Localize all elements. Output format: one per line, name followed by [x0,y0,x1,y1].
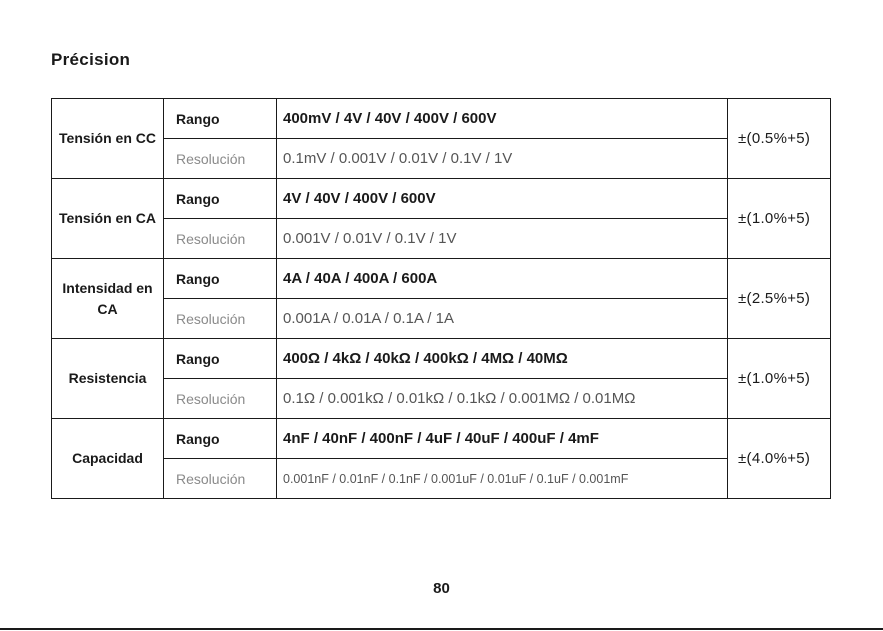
resolution-value: 0.001A / 0.01A / 0.1A / 1A [277,299,728,339]
table-row [52,219,831,259]
category-cell: Tensión en CC [52,99,164,179]
category-cell: Resistencia [52,339,164,419]
table-row [52,379,831,419]
page-number: 80 [433,580,450,597]
table-row [52,259,831,299]
resolution-label: Resolución [164,219,277,259]
page-title: Précision [51,50,131,69]
table-row [52,419,831,459]
range-value: 400mV / 4V / 40V / 400V / 600V [277,99,728,139]
bottom-rule [0,628,883,630]
category-cell: Capacidad [52,419,164,499]
range-label: Rango [164,419,277,459]
range-value: 400Ω / 4kΩ / 40kΩ / 400kΩ / 4MΩ / 40MΩ [277,339,728,379]
range-label: Rango [164,99,277,139]
range-value: 4nF / 40nF / 400nF / 4uF / 40uF / 400uF / 4mF [277,419,728,459]
resolution-value: 0.001V / 0.01V / 0.1V / 1V [277,219,728,259]
accuracy-cell: ±(0.5%+5) [728,99,831,179]
resolution-value: 0.001nF / 0.01nF / 0.1nF / 0.001uF / 0.01uF / 0.1uF / 0.001mF [277,459,728,499]
resolution-label: Resolución [164,299,277,339]
resolution-value: 0.1Ω / 0.001kΩ / 0.01kΩ / 0.1kΩ / 0.001MΩ / 0.01MΩ [277,379,728,419]
accuracy-cell: ±(1.0%+5) [728,179,831,259]
resolution-value: 0.1mV / 0.001V / 0.01V / 0.1V / 1V [277,139,728,179]
range-label: Rango [164,179,277,219]
range-value: 4A / 40A / 400A / 600A [277,259,728,299]
accuracy-cell: ±(4.0%+5) [728,419,831,499]
table-row [52,139,831,179]
resolution-label: Resolución [164,379,277,419]
accuracy-cell: ±(1.0%+5) [728,339,831,419]
resolution-label: Resolución [164,139,277,179]
precision-table [51,98,831,499]
range-label: Rango [164,339,277,379]
table-row [52,99,831,139]
range-value: 4V / 40V / 400V / 600V [277,179,728,219]
resolution-label: Resolución [164,459,277,499]
table-row [52,339,831,379]
accuracy-cell: ±(2.5%+5) [728,259,831,339]
table-row [52,459,831,499]
range-label: Rango [164,259,277,299]
table-row [52,299,831,339]
category-cell: Tensión en CA [52,179,164,259]
category-cell: Intensidad en CA [52,259,164,339]
table-row [52,179,831,219]
